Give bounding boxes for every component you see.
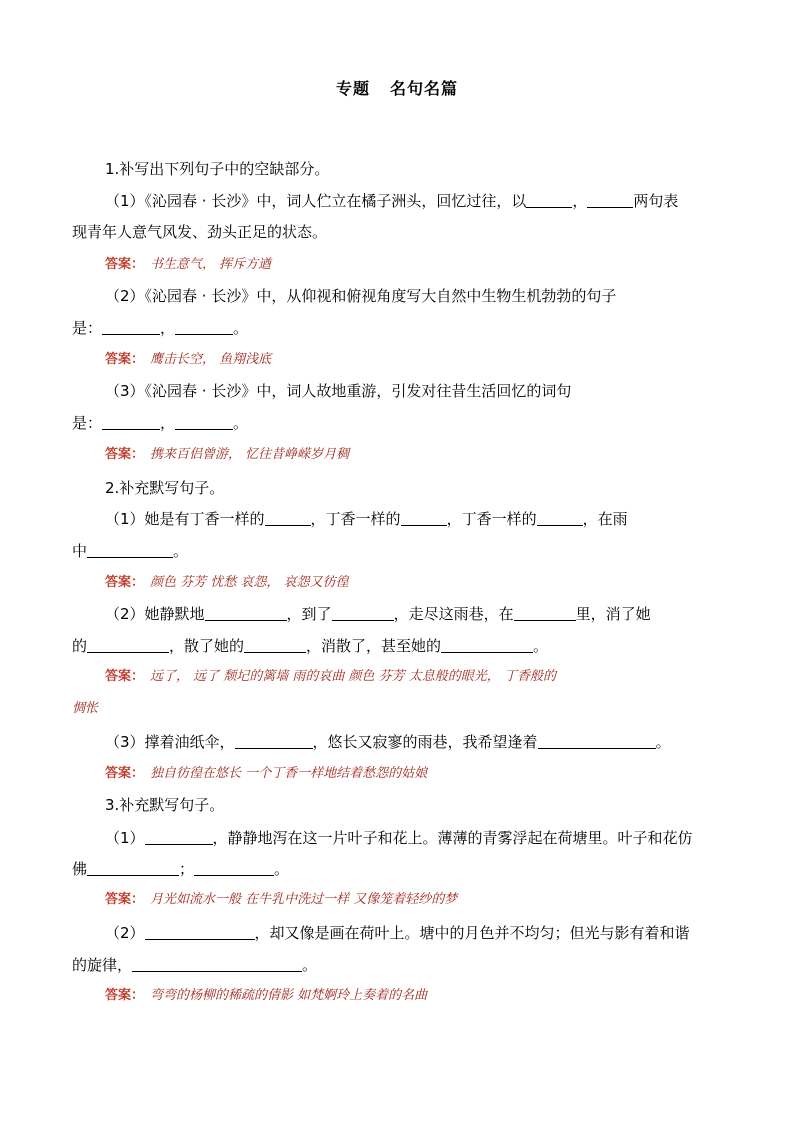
question-2-2-end: 。 [533, 637, 549, 655]
answer-blank[interactable] [538, 732, 656, 749]
question-1-1-tail: 两句表 [633, 192, 679, 210]
question-2-2-part-e: 的 [72, 637, 88, 655]
question-1-3-sep: ， [160, 414, 176, 432]
question-1-2-cont [72, 317, 248, 339]
answer-text: 远了， 远了 颓圮的篱墙 雨的哀曲 颜色 芬芳 太息般的眼光， 丁香般的 [150, 669, 556, 684]
title-name: 名句名篇 [390, 79, 459, 98]
answer-text: 弯弯的杨柳的稀疏的倩影 如梵婀玲上奏着的名曲 [150, 988, 428, 1003]
answer-text: 鹰击长空， 鱼翔浅底 [150, 352, 272, 367]
answer-text: 颜色 芬芳 忧愁 哀怨， 哀怨又彷徨 [150, 575, 349, 590]
answer-3-1 [105, 890, 457, 910]
answer-blank[interactable] [102, 318, 160, 335]
answer-blank[interactable] [145, 923, 255, 940]
question-1-2-end: 。 [233, 319, 249, 337]
question-2-stem: 2.补充默写句子。 [105, 479, 225, 497]
question-2-2-part-c: ，走尽这雨巷，在 [393, 605, 514, 623]
question-3-2-end: 。 [302, 956, 318, 974]
answer-label: 答案： [105, 892, 145, 907]
answer-blank[interactable] [244, 636, 306, 653]
answer-text: 独自彷徨在悠长 一个丁香一样地结着愁怨的姑娘 [150, 766, 428, 781]
question-2-2-text: （2）她静默地 [105, 605, 205, 623]
question-1-2-sep: ， [160, 319, 176, 337]
question-1-1-cont: 现青年人意气风发、劲头正足的状态。 [72, 223, 328, 241]
answer-blank[interactable] [175, 413, 233, 430]
question-2-2-part-f: ，散了她的 [169, 637, 245, 655]
question-2-3 [105, 731, 671, 753]
question-3-1-part-c: 佛 [72, 860, 88, 878]
answer-blank[interactable] [132, 955, 302, 972]
answer-blank[interactable] [526, 191, 572, 208]
answer-blank[interactable] [537, 509, 583, 526]
answer-text: 携来百侣曾游， 忆往昔峥嵘岁月稠 [150, 447, 350, 462]
question-2-1-end: 。 [173, 542, 189, 560]
question-3-1-part-b: ，静静地泻在这一片叶子和花上。薄薄的青雾浮起在荷塘里。叶子和花仿 [212, 829, 693, 847]
answer-label: 答案： [105, 447, 145, 462]
question-3-1-sep: ； [179, 860, 195, 878]
question-2-2-part-g: ，消散了，甚至她的 [306, 637, 442, 655]
question-1-1 [105, 190, 678, 212]
answer-2-3 [105, 764, 427, 784]
answer-label: 答案： [105, 575, 145, 590]
question-2-1-part-b: ，丁香一样的 [310, 510, 401, 528]
question-2-3-end: 。 [655, 733, 671, 751]
question-1-3-end: 。 [233, 414, 249, 432]
question-1-2: （2）《沁园春 · 长沙》中，从仰视和俯视角度写大自然中生物生机勃勃的句子 [105, 287, 617, 305]
question-2-3-part-b: ，悠长又寂寥的雨巷，我希望逢着 [312, 733, 538, 751]
question-3-2-part-b: ，却又像是画在荷叶上。塘中的月色并不均匀；但光与影有着和谐 [254, 924, 690, 942]
question-2-2-cont [72, 635, 548, 657]
question-2-1-part-e: 中 [72, 542, 88, 560]
answer-blank[interactable] [514, 604, 576, 621]
answer-1-1 [105, 255, 271, 275]
title-topic: 专题 [335, 79, 370, 98]
question-3-2-text: （2） [105, 924, 145, 942]
page-title [0, 76, 794, 99]
question-2-2-part-b: ，到了 [286, 605, 332, 623]
question-1-1-text: （1）《沁园春 · 长沙》中，词人伫立在橘子洲头，回忆过往，以 [105, 192, 527, 210]
answer-text: 月光如流水一般 在牛乳中洗过一样 又像笼着轻纱的梦 [150, 892, 458, 907]
answer-label: 答案： [105, 988, 145, 1003]
answer-blank[interactable] [175, 318, 233, 335]
question-1-1-sep: ， [572, 192, 588, 210]
question-2-1 [105, 508, 628, 530]
question-3-stem: 3.补充默写句子。 [105, 796, 225, 814]
answer-blank[interactable] [87, 636, 169, 653]
answer-blank[interactable] [235, 732, 313, 749]
answer-text: 书生意气， 挥斥方遒 [150, 257, 272, 272]
answer-2-2-cont [72, 699, 98, 719]
question-1-3-cont [72, 412, 248, 434]
question-1-stem: 1.补写出下列句子中的空缺部分。 [105, 160, 330, 178]
question-1-3: （3）《沁园春 · 长沙》中，词人故地重游，引发对往昔生活回忆的词句 [105, 382, 572, 400]
answer-label: 答案： [105, 669, 145, 684]
answer-blank[interactable] [441, 636, 533, 653]
answer-3-2 [105, 986, 427, 1006]
answer-blank[interactable] [194, 859, 274, 876]
answer-label: 答案： [105, 766, 145, 781]
answer-label: 答案： [105, 352, 145, 367]
question-2-3-text: （3）撑着油纸伞， [105, 733, 235, 751]
answer-blank[interactable] [587, 191, 633, 208]
question-1-3-prefix: 是： [72, 414, 103, 432]
question-3-2 [105, 922, 690, 944]
answer-1-2 [105, 350, 271, 370]
answer-2-1 [105, 573, 349, 593]
answer-blank[interactable] [145, 828, 213, 845]
question-3-1-cont [72, 858, 289, 880]
answer-label: 答案： [105, 257, 145, 272]
question-3-1-text: （1） [105, 829, 145, 847]
answer-1-3 [105, 445, 349, 465]
question-2-1-text: （1）她是有丁香一样的 [105, 510, 265, 528]
question-2-1-part-d: ，在雨 [582, 510, 628, 528]
answer-blank[interactable] [401, 509, 447, 526]
answer-blank[interactable] [87, 541, 173, 558]
question-3-1 [105, 827, 693, 849]
answer-text: 惆怅 [72, 701, 99, 716]
question-2-2-part-d: 里，消了她 [575, 605, 651, 623]
question-2-2 [105, 603, 651, 625]
question-3-1-end: 。 [274, 860, 290, 878]
answer-blank[interactable] [332, 604, 394, 621]
answer-blank[interactable] [205, 604, 287, 621]
question-3-2-cont [72, 954, 317, 976]
answer-2-2 [105, 667, 556, 687]
question-2-1-cont [72, 540, 188, 562]
question-2-1-part-c: ，丁香一样的 [446, 510, 537, 528]
answer-blank[interactable] [87, 859, 179, 876]
question-1-2-prefix: 是： [72, 319, 103, 337]
question-3-2-part-c: 的旋律， [72, 956, 133, 974]
answer-blank[interactable] [102, 413, 160, 430]
answer-blank[interactable] [265, 509, 311, 526]
